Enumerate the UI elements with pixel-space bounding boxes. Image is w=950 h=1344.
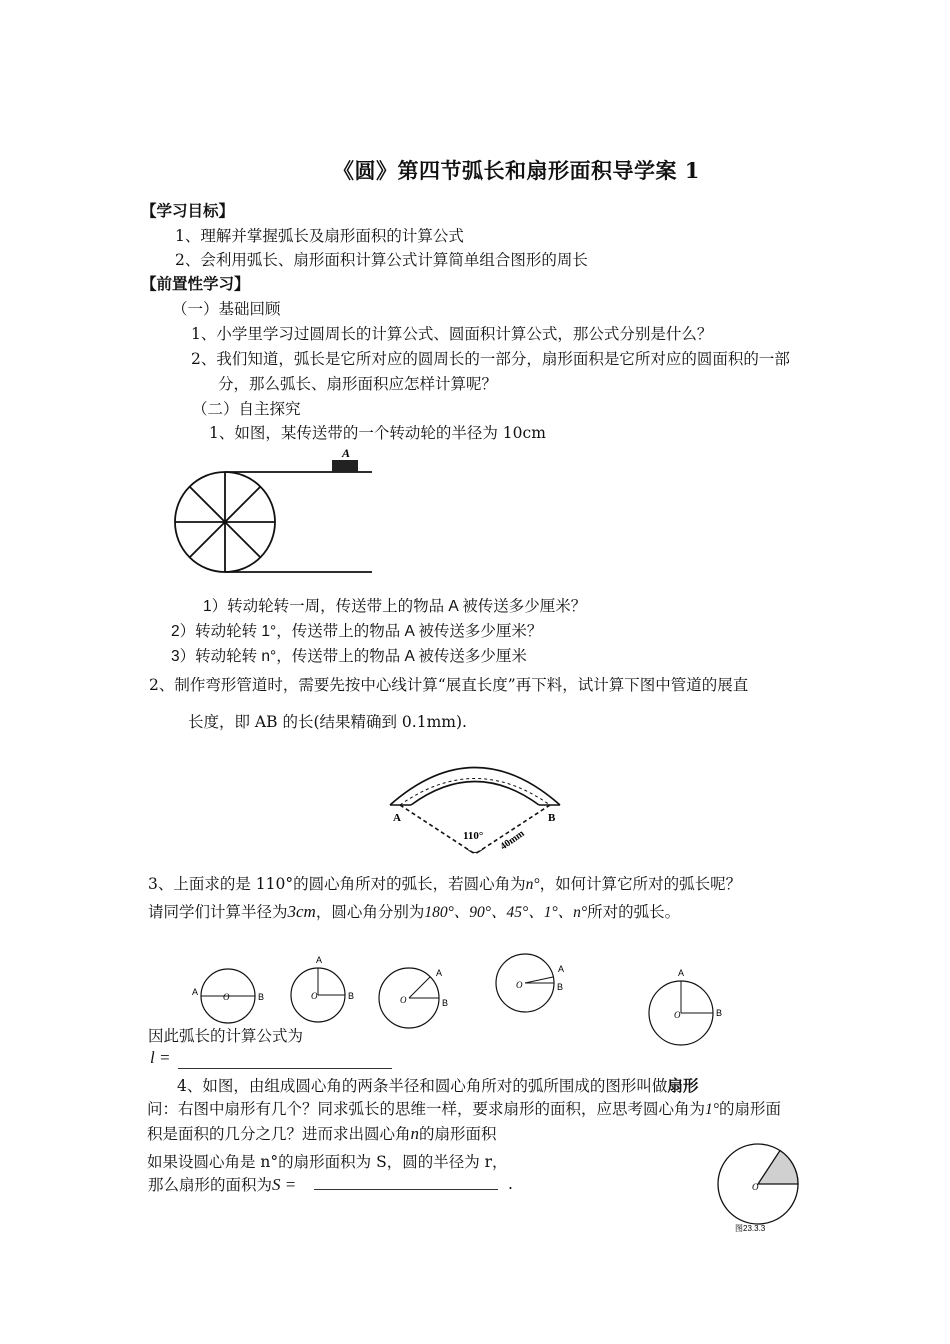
part2-question-2-line2: 长度，即 AB 的长(结果精确到 0.1mm). (188, 713, 467, 731)
part2-question-4-line2 (147, 1100, 781, 1120)
sector-area-end: . (508, 1175, 513, 1193)
conveyor-belt-diagram (170, 446, 380, 586)
circle-1-diagram (485, 945, 565, 1025)
formula-l-blank[interactable] (178, 1068, 392, 1069)
part2-question-3-line2 (148, 902, 680, 923)
circle-180-diagram (188, 956, 268, 1036)
preview-heading: 【前置性学习】 (141, 274, 250, 293)
circle4-label-b: B (557, 982, 564, 992)
circle1-label-o: O (223, 992, 230, 1002)
part2-question-1: 1、如图，某传送带的一个转动轮的半径为 10cm (209, 424, 546, 442)
circle2-label-o: O (311, 991, 318, 1001)
objective-2: 2、会利用弧长、扇形面积计算公式计算简单组合图形的周长 (175, 251, 588, 269)
q4-line2-text-b: 的扇形面 (718, 1100, 781, 1118)
objectives-heading: 【学习目标】 (141, 201, 235, 220)
q3-radius: 3cm (287, 902, 316, 921)
belt-item-label: A (342, 446, 351, 460)
q4-s-symbol: S = (272, 1175, 297, 1194)
circle4-label-a: A (558, 964, 565, 974)
part1-question-2-line2: 分，那么弧长、扇形面积应怎样计算呢？ (218, 375, 498, 393)
sector-label-o: O (752, 1182, 759, 1192)
circle3-label-o: O (400, 995, 407, 1005)
q3-n-symbol: n° (525, 876, 540, 893)
circle3-label-b: B (442, 998, 449, 1008)
pipe-radius-label: 40mm (498, 828, 527, 853)
q3-angles: 180°、90°、45°、1°、n° (424, 904, 588, 921)
pipe-diagram (383, 752, 573, 862)
q3-text-a: 3、上面求的是 110°的圆心角所对的弧长，若圆心角为 (148, 875, 526, 893)
part2-question-4-line5 (148, 1175, 296, 1195)
circle1-label-a: A (192, 987, 199, 997)
formula-l-label: l = (150, 1048, 171, 1067)
part2-sub-1: 1）转动轮转一周，传送带上的物品 A 被传送多少厘米？ (203, 598, 587, 615)
part2-question-2-line1: 2、制作弯形管道时，需要先按中心线计算“展直长度”再下料，试计算下图中管道的展直 (149, 676, 749, 694)
q4-line5-text-a: 那么扇形的面积为 (148, 1176, 273, 1194)
formula-intro: 因此弧长的计算公式为 (148, 1027, 304, 1045)
part1-label: （一）基础回顾 (172, 300, 281, 318)
part2-question-3-line1 (148, 875, 741, 895)
objective-1: 1、理解并掌握弧长及扇形面积的计算公式 (175, 227, 464, 245)
pipe-label-b: B (548, 812, 556, 824)
q3-text-b: ，如何计算它所对的弧长呢？ (539, 875, 742, 893)
part1-question-2-line1: 2、我们知道，弧长是它所对应的圆周长的一部分，扇形面积是它所对应的圆面积的一部 (191, 350, 790, 368)
pipe-angle-label: 110° (463, 830, 484, 842)
q4-sector-term: 扇形 (667, 1076, 699, 1095)
part2-sub-2: 2）转动轮转 1°，传送带上的物品 A 被传送多少厘米？ (171, 623, 543, 640)
part2-question-4-line3 (147, 1124, 497, 1144)
q4-one-degree: 1° (705, 1101, 719, 1118)
q4-n-symbol: n (410, 1124, 420, 1143)
sector-caption: 图23.3.3 (735, 1224, 766, 1233)
circle3-label-a: A (436, 968, 443, 978)
circle2-label-b: B (348, 991, 355, 1001)
q4-line2-text-a: 问：右图中扇形有几个？同求弧长的思维一样，要求扇形的面积，应思考圆心角为 (147, 1100, 706, 1118)
page-title: 《圆》第四节弧长和扇形面积导学案 1 (333, 158, 700, 183)
circle5-label-b: B (716, 1008, 723, 1018)
part1-question-1: 1、小学里学习过圆周长的计算公式、圆面积计算公式，那公式分别是什么？ (191, 325, 713, 343)
part2-sub-3: 3）转动轮转 n°，传送带上的物品 A 被传送多少厘米 (171, 648, 527, 665)
q4-text-a: 4、如图，由组成圆心角的两条半径和圆心角所对的弧所围成的图形叫做 (177, 1077, 668, 1095)
circle2-label-a: A (316, 955, 323, 965)
q4-line3-text-b: 的扇形面积 (419, 1125, 497, 1143)
circle-45-diagram (366, 958, 449, 1038)
part2-label: （二）自主探究 (192, 400, 301, 418)
circle5-label-o: O (674, 1010, 681, 1020)
part2-question-4-line4: 如果设圆心角是 n°的扇形面积为 S，圆的半径为 r， (147, 1153, 508, 1171)
sector-diagram (715, 1144, 805, 1234)
circle1-label-b: B (258, 992, 265, 1002)
part2-question-4-line1 (177, 1077, 698, 1096)
pipe-label-a: A (393, 812, 401, 824)
sector-area-blank[interactable] (314, 1189, 498, 1190)
q4-line3-text-a: 积是面积的几分之几？进而求出圆心角 (147, 1125, 411, 1143)
q3-line2-text-b: ，圆心角分别为 (315, 903, 425, 921)
circle4-label-o: O (516, 980, 523, 990)
circle-n-diagram (643, 965, 723, 1055)
q3-line2-text-a: 请同学们计算半径为 (148, 903, 288, 921)
q3-line2-text-c: 所对的弧长。 (587, 903, 681, 921)
circle-90-diagram (278, 955, 358, 1035)
circle5-label-a: A (678, 968, 685, 978)
